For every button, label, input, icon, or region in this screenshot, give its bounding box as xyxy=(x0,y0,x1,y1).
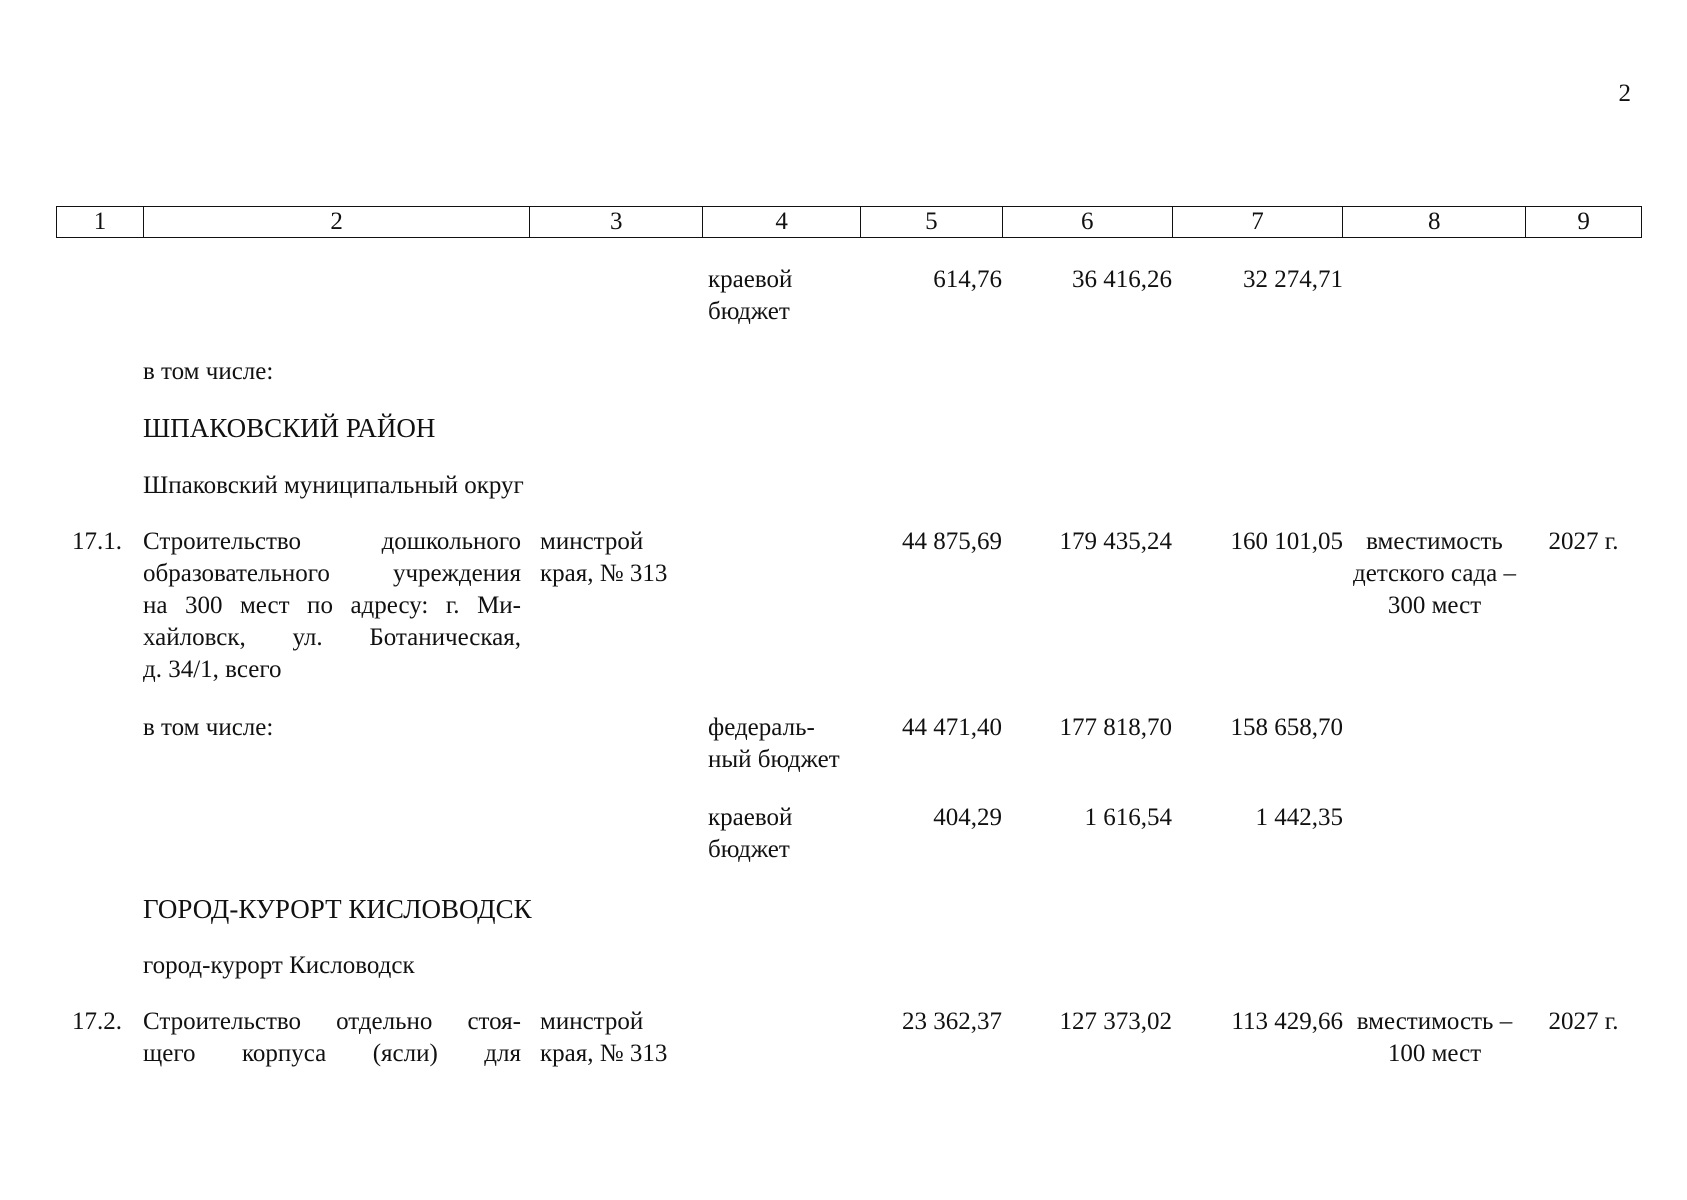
header-col-7: 7 xyxy=(1173,207,1344,237)
row-top-col5: 614,76 xyxy=(933,266,1002,293)
row-top-source-line-2: бюджет xyxy=(708,298,790,325)
item-17-2-number: 17.2. xyxy=(72,1008,122,1035)
row-top-col6: 36 416,26 xyxy=(1072,266,1172,293)
item-17-1-desc-line-3: на 300 мест по адресу: г. Ми- xyxy=(143,592,521,619)
item-17-2-result-line-2: 100 мест xyxy=(1387,1040,1482,1067)
header-col-8: 8 xyxy=(1343,207,1526,237)
item-17-1-desc-line-1: Строительство дошкольного xyxy=(143,528,521,555)
header-col-9: 9 xyxy=(1577,208,1590,235)
item-17-2-desc-line-2: щего корпуса (ясли) для xyxy=(143,1040,521,1067)
subregion-heading-1: Шпаковский муниципальный округ xyxy=(143,472,524,499)
item-17-1-reg-col5: 404,29 xyxy=(933,804,1002,831)
item-17-2-executor-line-2: края, № 313 xyxy=(540,1040,668,1067)
row-top-source-line-1: краевой xyxy=(708,266,793,293)
item-17-1-result-line-1: вместимость xyxy=(1366,528,1503,555)
item-17-1-col5: 44 875,69 xyxy=(902,528,1002,555)
item-17-1-reg-source-line-1: краевой xyxy=(708,804,793,831)
item-17-1-fed-source-line-2: ный бюджет xyxy=(708,746,840,773)
item-17-1-fed-col5: 44 471,40 xyxy=(902,714,1002,741)
item-17-1-fed-col7: 158 658,70 xyxy=(1230,714,1343,741)
item-17-1-reg-source-line-2: бюджет xyxy=(708,836,790,863)
item-17-1-desc-line-5: д. 34/1, всего xyxy=(143,656,282,683)
header-col-4: 4 xyxy=(703,207,861,237)
item-17-1-col6: 179 435,24 xyxy=(1059,528,1172,555)
header-col-5: 5 xyxy=(861,207,1003,237)
item-17-1-executor-line-2: края, № 313 xyxy=(540,560,668,587)
item-17-2-col6: 127 373,02 xyxy=(1059,1008,1172,1035)
item-17-1-col7: 160 101,05 xyxy=(1230,528,1343,555)
item-17-1-desc-line-2: образовательного учреждения xyxy=(143,560,521,587)
page-number: 2 xyxy=(1618,80,1631,107)
including-label-1: в том числе: xyxy=(143,358,274,385)
item-17-1-year: 2027 г. xyxy=(1548,528,1619,555)
region-heading-1: ШПАКОВСКИЙ РАЙОН xyxy=(143,413,436,443)
header-col-2: 2 xyxy=(144,207,531,237)
item-17-2-year: 2027 г. xyxy=(1548,1008,1619,1035)
item-17-2-desc-line-1: Строительство отдельно стоя- xyxy=(143,1008,521,1035)
item-17-1-number: 17.1. xyxy=(72,528,122,555)
item-17-1-result-line-3: 300 мест xyxy=(1387,592,1482,619)
header-col-1: 1 xyxy=(57,207,144,237)
item-17-1-fed-source-line-1: федераль- xyxy=(708,714,815,741)
item-17-1-result-line-2: детского сада – xyxy=(1353,560,1516,587)
region-heading-2: ГОРОД-КУРОРТ КИСЛОВОДСК xyxy=(143,894,532,924)
subregion-heading-2: город-курорт Кисловодск xyxy=(143,952,415,979)
item-17-1-fed-col6: 177 818,70 xyxy=(1059,714,1172,741)
item-17-2-col5: 23 362,37 xyxy=(902,1008,1002,1035)
item-17-2-col7: 113 429,66 xyxy=(1231,1008,1343,1035)
item-17-1-desc-line-4: хайловск, ул. Ботаническая, xyxy=(143,624,521,651)
header-col-6: 6 xyxy=(1003,207,1173,237)
item-17-2-executor-line-1: минстрой xyxy=(540,1008,644,1035)
item-17-2-result-line-1: вместимость – xyxy=(1356,1008,1513,1035)
row-top-col7: 32 274,71 xyxy=(1243,266,1343,293)
item-17-1-including-label: в том числе: xyxy=(143,714,274,741)
item-17-1-reg-col6: 1 616,54 xyxy=(1084,804,1172,831)
header-col-3: 3 xyxy=(530,207,703,237)
table-header xyxy=(56,206,1642,238)
item-17-1-executor-line-1: минстрой xyxy=(540,528,644,555)
item-17-1-reg-col7: 1 442,35 xyxy=(1255,804,1343,831)
